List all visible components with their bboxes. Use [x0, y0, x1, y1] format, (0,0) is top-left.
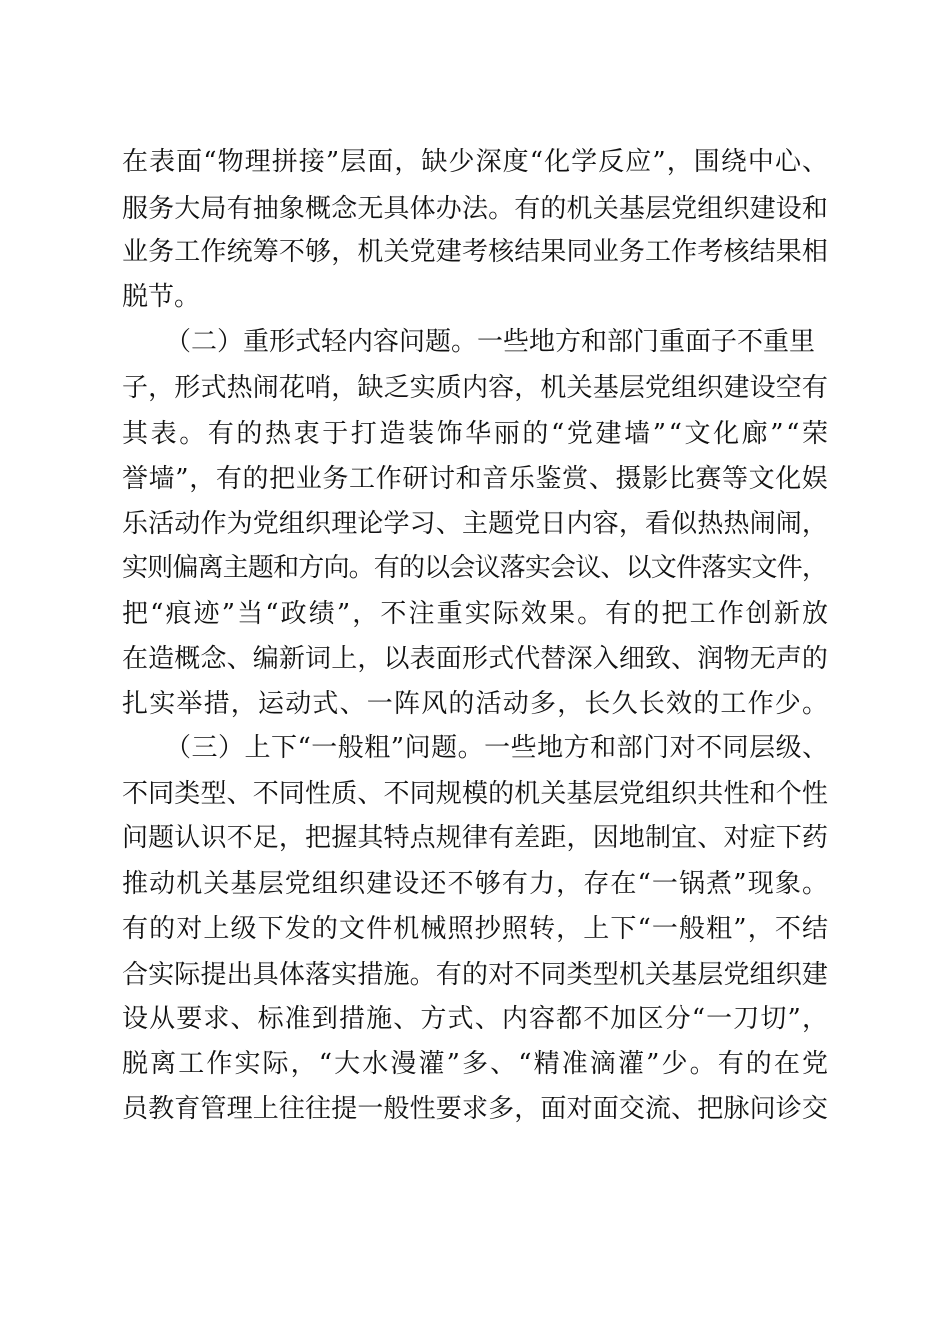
text-line: [0, 504, 950, 544]
text-line-content: （三）上下“一般粗”问题。一些地方和部门对不同层级、: [165, 733, 829, 763]
text-line-content: 其表。有的热衷于打造装饰华丽的“党建墙”“文化廊”“荣: [122, 419, 831, 449]
text-line: [0, 955, 950, 995]
text-line: [0, 909, 950, 949]
text-line: [0, 189, 950, 229]
text-line-content: 业务工作统筹不够，机关党建考核结果同业务工作考核结果相: [122, 237, 829, 267]
text-line-content: 实则偏离主题和方向。有的以会议落实会议、以文件落实文件，: [122, 553, 828, 583]
text-line-content: 问题认识不足，把握其特点规律有差距，因地制宜、对症下药: [122, 823, 829, 853]
text-line: [0, 277, 950, 317]
text-line: [0, 142, 950, 182]
section-heading-line: [0, 322, 950, 362]
text-line-content: 设从要求、标准到措施、方式、内容都不加区分“一刀切”，: [122, 1004, 830, 1034]
text-line: [0, 774, 950, 814]
text-line: [0, 594, 950, 634]
text-line: [0, 1044, 950, 1084]
text-line-content: 扎实举措，运动式、一阵风的活动多，长久长效的工作少。: [122, 689, 830, 719]
text-line-content: 脱离工作实际，“大水漫灌”多、“精准滴灌”少。有的在党: [122, 1049, 831, 1079]
text-line-content: 脱节。: [122, 282, 201, 312]
text-line: [0, 232, 950, 272]
text-line: [0, 639, 950, 679]
text-line-content: 把“痕迹”当“政绩”，不注重实际效果。有的把工作创新放: [122, 599, 831, 629]
text-line: [0, 414, 950, 454]
text-line-content: 在表面“物理拼接”层面，缺少深度“化学反应”，围绕中心、: [122, 147, 830, 177]
text-line-content: 不同类型、不同性质、不同规模的机关基层党组织共性和个性: [122, 779, 829, 809]
text-line: [0, 1089, 950, 1129]
text-line-content: 合实际提出具体落实措施。有的对不同类型机关基层党组织建: [122, 960, 829, 990]
text-line-content: 在造概念、编新词上，以表面形式代替深入细致、润物无声的: [122, 644, 829, 674]
text-line-content: 子，形式热闹花哨，缺乏实质内容，机关基层党组织建设空有: [122, 373, 829, 403]
text-line-content: （二）重形式轻内容问题。一些地方和部门重面子不重里: [165, 327, 816, 357]
text-line: [0, 684, 950, 724]
text-line-content: 有的对上级下发的文件机械照抄照转，上下“一般粗”，不结: [122, 914, 830, 944]
text-line-content: 员教育管理上往往提一般性要求多，面对面交流、把脉问诊交: [122, 1094, 829, 1124]
text-line: [0, 999, 950, 1039]
text-line: [0, 864, 950, 904]
section-heading-line: [0, 728, 950, 768]
text-line-content: 誉墙”，有的把业务工作研讨和音乐鉴赏、摄影比赛等文化娱: [122, 464, 829, 494]
text-line-content: 服务大局有抽象概念无具体办法。有的机关基层党组织建设和: [122, 194, 829, 224]
text-line: [0, 368, 950, 408]
text-line: [0, 548, 950, 588]
text-line-content: 推动机关基层党组织建设还不够有力，存在“一锅煮”现象。: [122, 869, 830, 899]
text-line-content: 乐活动作为党组织理论学习、主题党日内容，看似热热闹闹，: [122, 509, 829, 539]
text-line: [0, 818, 950, 858]
text-line: [0, 459, 950, 499]
